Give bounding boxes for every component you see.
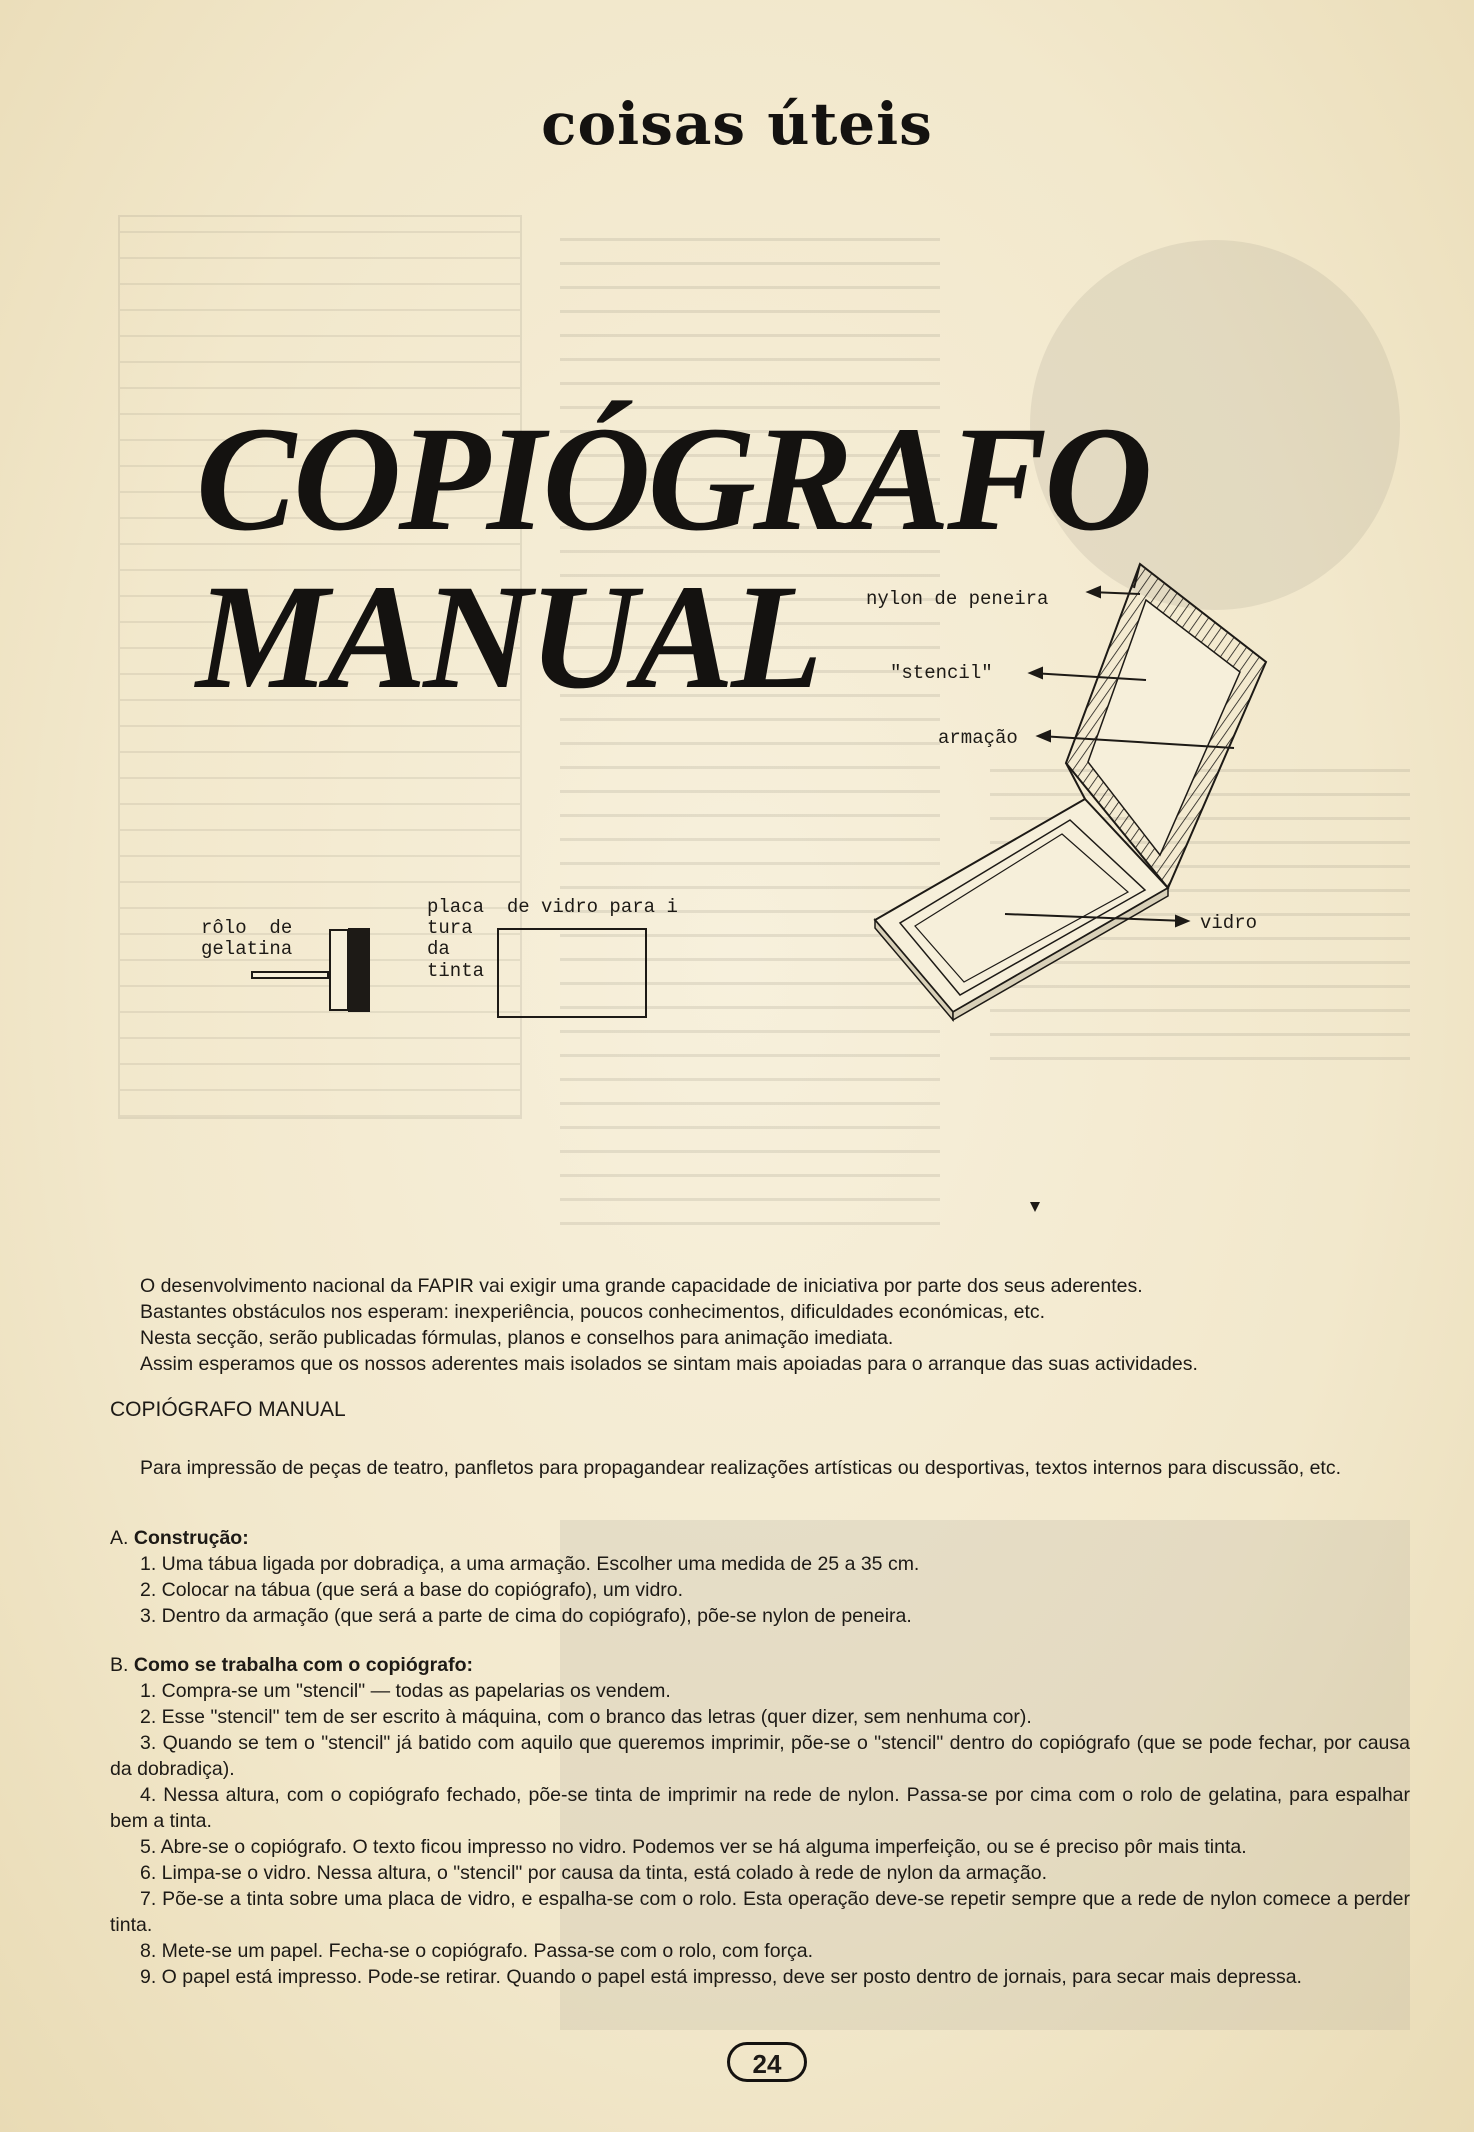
label-vidro: vidro — [1200, 912, 1258, 934]
section-a-item: 3. Dentro da armação (que será a parte de cima do copiógrafo), põe-se nylon de peneira. — [140, 1605, 912, 1627]
section-a — [110, 1525, 1410, 1629]
label-placa-line-2: tura — [427, 917, 473, 939]
section-b-heading — [110, 1652, 1410, 1678]
label-rolo-line-2: gelatina — [201, 938, 293, 960]
section-b-item: 8. Mete-se um papel. Fecha-se o copiógrafo. Passa-se com o rolo, com força. — [140, 1940, 814, 1962]
section-b-item: 3. Quando se tem o "stencil" já batido com aquilo que queremos imprimir, põe-se o "stencil" dentro do copiógrafo (que se pode fechar, por causa da dobradiça). — [110, 1732, 1410, 1780]
page-number: 24 — [727, 2042, 807, 2082]
section-a-title: Construção: — [133, 1527, 249, 1549]
intro-text — [140, 1273, 1380, 1377]
main-title-line-1: COPIÓGRAFO — [196, 396, 1150, 562]
label-armacao: armação — [938, 727, 1018, 749]
main-title-line-2: MANUAL — [196, 554, 820, 720]
section-title: coisas úteis — [541, 90, 933, 158]
label-nylon: nylon de peneira — [866, 588, 1049, 610]
intro-line: O desenvolvimento nacional da FAPIR vai exigir uma grande capacidade de iniciativa por parte dos seus aderentes. — [140, 1275, 1143, 1297]
section-a-item: 1. Uma tábua ligada por dobradiça, a uma armação. Escolher uma medida de 25 a 35 cm. — [140, 1553, 920, 1575]
section-b-item: 4. Nessa altura, com o copiógrafo fechado, põe-se tinta de imprimir na rede de nylon. Passa-se por cima com o rolo de gelatina, para espalhar bem a tinta. — [110, 1784, 1410, 1832]
label-placa-line-1: placa de vidro para i — [427, 896, 678, 918]
section-b-item: 9. O papel está impresso. Pode-se retirar. Quando o papel está impresso, deve ser posto dentro de jornais, para secar mais depressa. — [140, 1966, 1302, 1988]
section-b-item: 1. Compra-se um "stencil" — todas as papelarias os vendem. — [140, 1680, 671, 1702]
intro-line: Nesta secção, serão publicadas fórmulas, planos e conselhos para animação imediata. — [140, 1327, 894, 1349]
section-b-letter: B. — [110, 1654, 129, 1676]
section-b-item: 6. Limpa-se o vidro. Nessa altura, o "stencil" por causa da tinta, está colado à rede de nylon da armação. — [140, 1862, 1048, 1884]
intro-line: Assim esperamos que os nossos aderentes mais isolados se sintam mais apoiadas para o arranque das suas actividades. — [140, 1353, 1198, 1375]
section-b-item: 7. Põe-se a tinta sobre uma placa de vidro, e espalha-se com o rolo. Esta operação deve-se repetir sempre que a rede de nylon comece a perder tinta. — [110, 1888, 1410, 1936]
section-b-item: 2. Esse "stencil" tem de ser escrito à máquina, com o branco das letras (quer dizer, sem nenhuma cor). — [140, 1706, 1032, 1728]
ink-glass-plate — [498, 929, 646, 1017]
label-placa-line-4: tinta — [427, 960, 485, 982]
intro-paragraph: Para impressão de peças de teatro, panfletos para propagandear realizações artísticas ou desportivas, textos internos para discussão, etc. — [140, 1457, 1342, 1479]
section-b-item: 5. Abre-se o copiógrafo. O texto ficou impresso no vidro. Podemos ver se há alguma imperfeição, ou se é preciso pôr mais tinta. — [140, 1836, 1247, 1858]
subheading: COPIÓGRAFO MANUAL — [110, 1398, 346, 1421]
section-a-letter: A. — [110, 1527, 129, 1549]
intro-line: Bastantes obstáculos nos esperam: inexperiência, poucos conhecimentos, dificuldades económicas, etc. — [140, 1301, 1046, 1323]
section-b — [110, 1652, 1410, 1990]
label-placa-line-3: da — [427, 938, 450, 960]
label-stencil: "stencil" — [890, 662, 993, 684]
section-a-item: 2. Colocar na tábua (que será a base do copiógrafo), um vidro. — [140, 1579, 684, 1601]
section-b-title: Como se trabalha com o copiógrafo: — [133, 1654, 473, 1676]
dot-mark — [1030, 1202, 1040, 1212]
label-rolo-line-1: rôlo de — [201, 917, 293, 939]
section-a-heading — [110, 1525, 1410, 1551]
